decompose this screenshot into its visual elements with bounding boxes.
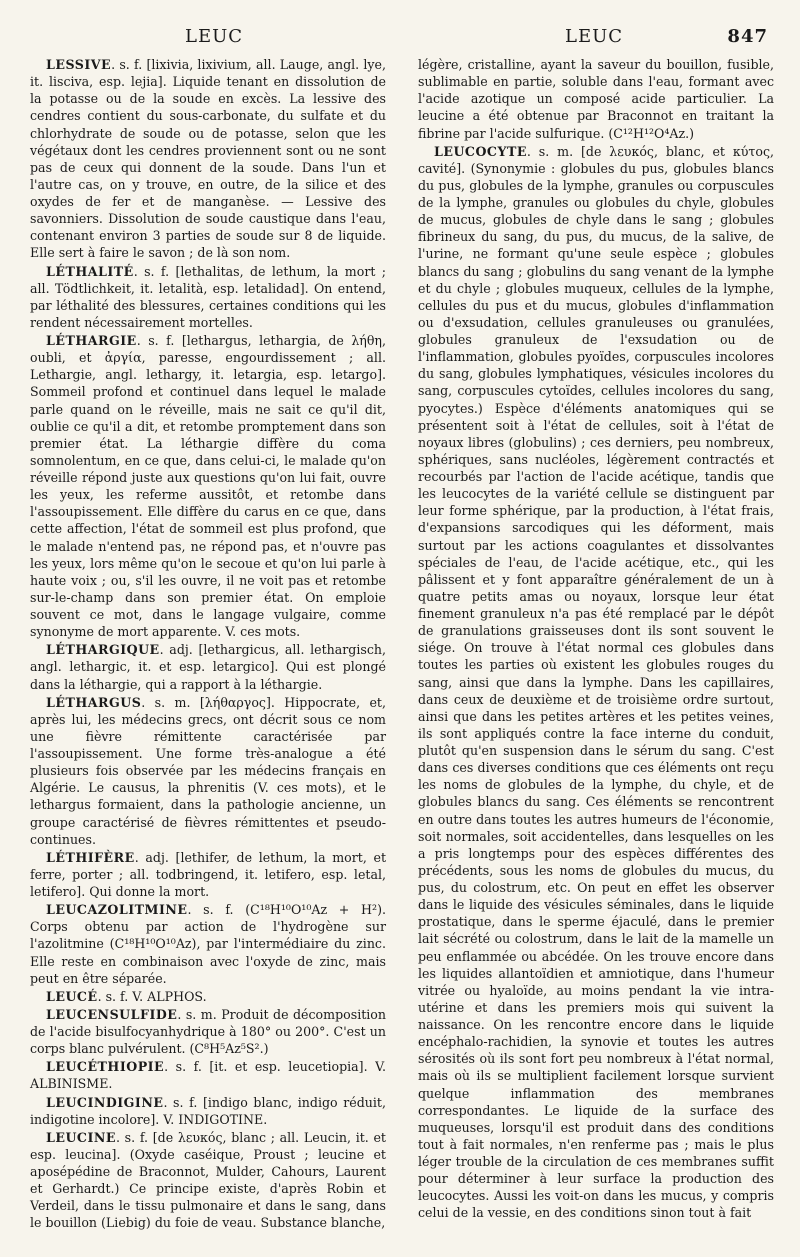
entry-definition: [it. et esp. leucetiopia]. V. ALBINISME.	[30, 1059, 386, 1092]
page-number: 847	[727, 26, 768, 47]
entry-grammar: . adj.	[134, 849, 169, 865]
entry-definition: [de λευκός, blanc ; all. Leucin, it. et esp. leucina]. (Oxyde caséique, Proust ; leucine et aposépédine de Braconnot, Mulder, Cahours, Laurent et Gerhardt.) Ce principe existe, d'après Robin et Verdeil, dans le tissu pulmonaire et dans le sang, dans le bouillon (Liebig) du foie de veau. Substance blanche,	[30, 1129, 386, 1231]
entry-grammar: . s. f.	[97, 988, 129, 1004]
entry-definition: [de λευκός, blanc, et κύτος, cavité]. (Synonymie : globules du pus, globules blancs du pus, globules de la lymphe, granules ou corpuscules de la lymphe, granules ou globules du chyle, globules de mucus, globules de chyle dans le sang ; globules fibrineux du sang, du pus, du mucus, de la salive, de l'urine, ne formant qu'une seule espèce ; globules blancs du sang ; globulins du sang venant de la lymphe et du chyle ; globules muqueux, cellules de la lymphe, cellules du pus et du mucus, globules d'inflammation ou d'exsudation, cellules granuleuses ou granulées, globules granuleux de l'exsudation ou de l'inflammation, globules pyoïdes, corpuscules incolores du sang, globules lymphatiques, vésicules incolores du sang, corpuscules cytoïdes, cellules incolores du sang, pyocytes.) Espèce d'éléments anatomiques qui se présentent soit à l'état de cellules, soit à l'état de noyaux libres (globulins) ; ces derniers, peu nombreux, sphériques, sans nucléoles, légèrement contractés et recourbés par l'action de l'acide acétique, tandis que les leucocytes de la variété cellule se distinguent par leur forme sphérique, par la production, à l'état frais, d'expansions sarcodiques qui les déforment, mais surtout par les actions coagulantes et dissolvantes spéciales de l'eau, de l'acide acétique, etc., qui les pâlissent et y font apparaître généralement de un à quatre petits amas ou noyaux, lorsque leur état finement granuleux n'a pas été remplacé par le dépôt de granulations graisseuses dont ils sont souvent le siége. On trouve à l'état normal ces globules dans toutes les parties où existent les globules rouges du sang, ainsi que dans la lymphe. Dans les capillaires, dans ceux de deuxième et de troisième ordre surtout, ainsi que dans les petites artères et les petites veines, ils sont appliqués contre la face interne du conduit, plutôt qu'en suspension dans le sérum du sang. C'est dans ces diverses conditions que ces éléments ont reçu les noms de globules de la lymphe, du chyle, et de globules blancs du sang. Ces éléments se rencontrent en outre dans toutes les autres humeurs de l'économie, soit normales, soit accidentelles, dans lesquelles on les a pris longtemps pour des espèces différentes des précédents, sous les noms de globules du mucus, du pus, du colostrum, etc. On peut en effet les observer dans le liquide des vésicules séminales, dans le liquide prostatique, dans le sperme éjaculé, dans le premier lait sécrété ou colostrum, dans le lait de la mamelle un peu enflammée ou abcédée. On les trouve encore dans les liquides allantoïdien et amniotique, dans l'humeur vitrée ou hyaloïde, au moins pendant la vie intra-utérine et dans les premiers mois qui suivent la naissance. On les rencontre encore dans le liquide encéphalo-rachidien, la synovie et toutes les autres sérosités où ils sont fort peu nombreux à l'état normal, mais où ils se multiplient facilement lorsque survient quelque inflammation des membranes correspondantes. Le liquide de la surface des muqueuses, lorsqu'il est produit dans des conditions tout à fait normales, n'en renferme pas ; mais le plus léger trouble de la circulation de ces membranes suffit pour déterminer à leur surface la production des leucocytes. Aussi les voit-on dans les mucus, y compris celui de la vessie, en des conditions sinon tout à fait	[418, 143, 774, 1221]
entry-headword: LEUCÉTHIOPIE	[46, 1059, 165, 1075]
dictionary-entry	[30, 1006, 386, 1057]
dictionary-entry	[30, 1094, 386, 1128]
running-header	[30, 16, 774, 46]
left-running-head: LEUC	[185, 26, 244, 47]
dictionary-entry	[30, 332, 386, 640]
entry-headword: LÉTHIFÈRE	[46, 849, 135, 865]
entry-definition: [lethifer, de lethum, la mort, et ferre, porter ; all. todbringend, it. letifero, esp. letal, letifero]. Qui donne la mort.	[30, 849, 387, 899]
left-column	[30, 56, 386, 1233]
entry-grammar: . s. f.	[115, 1129, 149, 1145]
entry-headword: LÉTHALITÉ	[46, 263, 134, 279]
entry-grammar: . s. m.	[141, 694, 191, 710]
entry-headword: LEUCOCYTE	[434, 143, 527, 159]
entry-grammar: . s. f.	[164, 1059, 202, 1075]
entry-definition: [lethalitas, de lethum, la mort ; all. Tödtlichkeit, it. letalità, esp. letalidad]. On entend, par léthalité des blessures, certaines conditions qui les rendent nécessairement mortelles.	[30, 263, 386, 330]
dictionary-entry	[30, 901, 386, 987]
dictionary-entry	[30, 694, 386, 848]
right-column	[418, 56, 774, 1233]
entry-grammar: . adj.	[159, 642, 193, 658]
dictionary-entry	[418, 143, 774, 1222]
entry-definition: (C¹⁸H¹⁰O¹⁰Az + H²). Corps obtenu par action de l'hydrogène sur l'azolitmine (C¹⁸H¹⁰O¹⁰Az), par l'intermédiaire du zinc. Elle reste en combinaison avec l'oxyde de zinc, mais peut en être séparée.	[30, 902, 386, 986]
two-column-body	[30, 56, 774, 1233]
dictionary-entry	[30, 849, 386, 900]
entry-headword: LEUCINE	[46, 1129, 116, 1145]
entry-grammar: . s. f.	[136, 333, 175, 348]
dictionary-entry	[30, 1058, 386, 1092]
entry-grammar: . s. f.	[111, 57, 143, 72]
entry-definition: légère, cristalline, ayant la saveur du bouillon, fusible, sublimable en partie, soluble dans l'eau, formant avec l'acide azotique un composé acide particulier. La leucine a été obtenue par Braconnot en traitant la fibrine par l'acide sulfurique. (C¹²H¹²O⁴Az.)	[418, 57, 774, 141]
entry-headword: LÉTHARGIQUE	[46, 642, 160, 658]
entry-grammar: . s. f.	[163, 1094, 198, 1110]
entry-headword: LEUCÉ	[46, 988, 98, 1004]
entry-definition: [lethargus, lethargia, de λήθη, oubli, et ἀργία, paresse, engourdissement ; all. Lethargie, angl. lethargy, it. letargia, esp. letargo]. Sommeil profond et continuel dans lequel le malade parle quand on le réveille, mais ne sait ce qu'il dit, oublie ce qu'il a dit, et retombe promptement dans son premier état. La léthargie diffère du coma somnolentum, en ce que, dans celui-ci, le malade qu'on réveille répond juste aux questions qu'on lui fait, ouvre les yeux, les referme aussitôt, et retombe dans l'assoupissement. Elle diffère du carus en ce que, dans cette affection, l'état de sommeil est plus profond, que le malade n'entend pas, ne répond pas, et n'ouvre pas les yeux, lors même qu'on le secoue et qu'on lui parle à haute voix ; ou, s'il les ouvre, il ne voit pas et retombe sur-le-champ dans son premier état. On emploie souvent ce mot, dans le langage vulgaire, comme synonyme de mort apparente. V. ces mots.	[30, 333, 386, 640]
entry-definition: V. ALPHOS.	[132, 988, 207, 1004]
entry-headword: LEUCINDIGINE	[46, 1094, 164, 1110]
dictionary-entry	[30, 263, 386, 332]
dictionary-entry	[30, 56, 386, 262]
entry-grammar: . s. m.	[177, 1006, 217, 1022]
entry-headword: LEUCENSULFIDE	[46, 1006, 178, 1022]
entry-definition: [lethargicus, all. lethargisch, angl. lethargic, it. et esp. letargico]. Qui est plongé dans la léthargie, qui a rapport à la léthargie.	[30, 642, 386, 692]
entry-headword: LÉTHARGIE	[46, 333, 137, 348]
right-running-head: LEUC	[565, 26, 624, 47]
entry-definition: [λήθαργος]. Hippocrate, et, après lui, les médecins grecs, ont décrit sous ce nom une fièvre rémittente caractérisée par l'assoupissement. Une forme très-analogue a été plusieurs fois observée par les médecins français en Algérie. Le causus, la phrenitis (V. ces mots), et le lethargus formaient, dans la pathologie ancienne, un groupe caractérisé de fièvres rémittentes et pseudo-continues.	[30, 694, 386, 847]
dictionary-entry	[30, 988, 386, 1005]
entry-grammar: . s. m.	[526, 143, 574, 159]
entry-headword: LÉTHARGUS	[46, 694, 142, 710]
entry-grammar: . s. f.	[187, 902, 234, 918]
dictionary-entry	[30, 641, 386, 692]
entry-grammar: . s. f.	[133, 263, 170, 279]
entry-headword: LESSIVE	[46, 57, 112, 72]
dictionary-entry	[30, 1129, 386, 1232]
dictionary-entry	[418, 56, 774, 142]
entry-definition: [indigo blanc, indigo réduit, indigotine incolore]. V. INDIGOTINE.	[30, 1094, 386, 1127]
entry-definition: Produit de décomposition de l'acide bisulfocyanhydrique à 180° ou 200°. C'est un corps blanc pulvérulent. (C⁸H⁵Az⁵S².)	[30, 1006, 387, 1057]
entry-headword: LEUCAZOLITMINE	[46, 902, 188, 918]
entry-definition: [lixivia, lixivium, all. Lauge, angl. lye, it. lisciva, esp. lejia]. Liquide tenant en dissolution de la potasse ou de la soude en excès. La lessive des cendres contient du sous-carbonate, du sulfate et du chlorhydrate de soude ou de potasse, selon que les végétaux dont les cendres proviennent sont ou ne sont pas de ceux qui donnent de la soude. Dans l'un et l'autre cas, on y trouve, en outre, de la silice et des oxydes de fer et de manganèse. — Lessive des savonniers. Dissolution de soude caustique dans l'eau, contenant environ 3 parties de soude sur 8 de liquide. Elle sert à faire le savon ; de là son nom.	[30, 57, 386, 261]
